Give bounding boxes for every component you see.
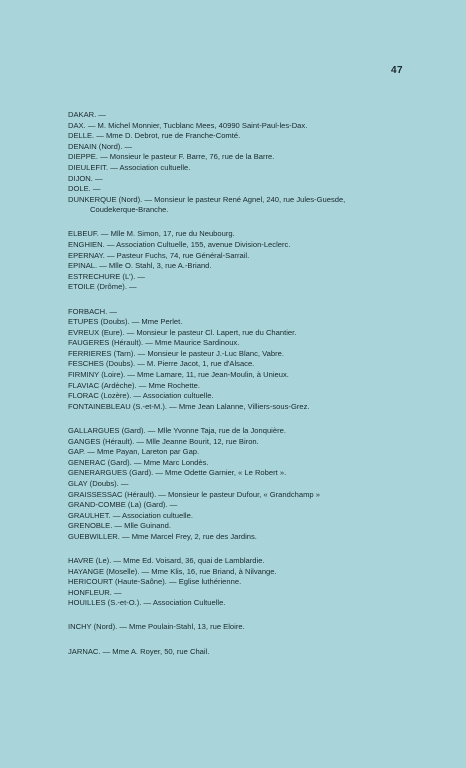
entry-text: FLORAC (Lozère). — Association cultuelle. bbox=[68, 391, 214, 401]
entry-text: FESCHES (Doubs). — M. Pierre Jacot, 1, rue d'Alsace. bbox=[68, 359, 255, 369]
entry-text: ESTRECHURE (L'). — bbox=[68, 271, 145, 281]
entry-text: ENGHIEN. — Association Cultuelle, 155, avenue Division-Leclerc. bbox=[68, 240, 291, 250]
entry-text: DAX. — M. Michel Monnier, Tucblanc Mees, 40990 Saint-Paul-les-Dax. bbox=[68, 120, 308, 130]
directory-entry bbox=[68, 521, 448, 532]
directory-entry bbox=[68, 647, 448, 658]
entry-text: GRAISSESSAC (Hérault). — Monsieur le pasteur Dufour, « Grandchamp » bbox=[68, 489, 320, 499]
entry-text: GRENOBLE. — Mlle Guinand. bbox=[68, 521, 171, 531]
entry-text: FAUGERES (Hérault). — Mme Maurice Sardinoux. bbox=[68, 338, 240, 348]
directory-entry bbox=[68, 195, 448, 216]
entry-text: DENAIN (Nord). — bbox=[68, 141, 133, 151]
directory-entry bbox=[68, 370, 448, 381]
directory-entry bbox=[68, 261, 448, 272]
directory-entry bbox=[68, 479, 448, 490]
directory-entry bbox=[68, 437, 448, 448]
entry-text: HERICOURT (Haute-Saône). — Eglise luthérienne. bbox=[68, 577, 242, 587]
entry-text: DELLE. — Mme D. Debrot, rue de Franche-Comté. bbox=[68, 131, 241, 141]
directory-entry bbox=[68, 121, 448, 132]
directory-entry bbox=[68, 468, 448, 479]
entry-text: ELBEUF. — Mlle M. Simon, 17, rue du Neubourg. bbox=[68, 229, 235, 239]
entry-text: HAVRE (Le). — Mme Ed. Voisard, 36, quai de Lamblardie. bbox=[68, 555, 265, 565]
entry-text: HONFLEUR. — bbox=[68, 587, 122, 597]
entry-text: DOLE. — bbox=[68, 184, 101, 194]
directory-entry bbox=[68, 251, 448, 262]
directory-entry bbox=[68, 328, 448, 339]
entry-text: GRAND-COMBE (La) (Gard). — bbox=[68, 500, 178, 510]
directory-entry bbox=[68, 142, 448, 153]
page-number: 47 bbox=[391, 65, 404, 76]
entry-text: EPERNAY. — Pasteur Fuchs, 74, rue Général-Sarrail. bbox=[68, 250, 250, 260]
directory-entry bbox=[68, 163, 448, 174]
letter-group bbox=[68, 426, 448, 543]
entry-text: DIJON. — bbox=[68, 173, 103, 183]
directory-entry bbox=[68, 184, 448, 195]
entry-text: FONTAINEBLEAU (S.-et-M.). — Mme Jean Lalanne, Villiers-sous-Grez. bbox=[68, 401, 310, 411]
entry-text: GAP. — Mme Payan, Lareton par Gap. bbox=[68, 447, 200, 457]
directory-entry bbox=[68, 282, 448, 293]
directory-entry bbox=[68, 588, 448, 599]
entry-text: GRAULHET. — Association cultuelle. bbox=[68, 510, 193, 520]
directory-entry bbox=[68, 500, 448, 511]
directory-entry bbox=[68, 447, 448, 458]
entry-continuation: Coudekerque-Branche. bbox=[90, 205, 169, 215]
entry-text: ETUPES (Doubs). — Mme Perlet. bbox=[68, 317, 183, 327]
entry-text: FLAVIAC (Ardèche). — Mme Rochette. bbox=[68, 380, 200, 390]
entry-text: EPINAL. — Mlle O. Stahl, 3, rue A.-Briand. bbox=[68, 261, 212, 271]
letter-group bbox=[68, 110, 448, 216]
directory-entry bbox=[68, 131, 448, 142]
entry-text: DIEULEFIT. — Association cultuelle. bbox=[68, 162, 191, 172]
entry-text: GUEBWILLER. — Mme Marcel Frey, 2, rue des Jardins. bbox=[68, 531, 257, 541]
directory-entry bbox=[68, 622, 448, 633]
entry-text: FERRIERES (Tarn). — Monsieur le pasteur J.-Luc Blanc, Vabre. bbox=[68, 348, 284, 358]
entry-text: FORBACH. — bbox=[68, 306, 117, 316]
directory-entry bbox=[68, 229, 448, 240]
directory-entry bbox=[68, 426, 448, 437]
directory-listing bbox=[68, 110, 448, 657]
directory-entry bbox=[68, 307, 448, 318]
directory-entry bbox=[68, 174, 448, 185]
letter-group bbox=[68, 229, 448, 293]
entry-text: INCHY (Nord). — Mme Poulain-Stahl, 13, rue Eloire. bbox=[68, 622, 245, 632]
directory-entry bbox=[68, 532, 448, 543]
entry-text: EVREUX (Eure). — Monsieur le pasteur Cl. Lapert, rue du Chantier. bbox=[68, 327, 297, 337]
entry-text: DUNKERQUE (Nord). — Monsieur le pasteur René Agnel, 240, rue Jules-Guesde, bbox=[68, 194, 346, 204]
directory-entry bbox=[68, 598, 448, 609]
directory-entry bbox=[68, 490, 448, 501]
entry-text: FIRMINY (Loire). — Mme Lamare, 11, rue Jean-Moulin, à Unieux. bbox=[68, 370, 289, 380]
directory-entry bbox=[68, 556, 448, 567]
directory-entry bbox=[68, 272, 448, 283]
entry-text: GALLARGUES (Gard). — Mlle Yvonne Taja, rue de la Jonquière. bbox=[68, 425, 286, 435]
entry-text: HAYANGE (Moselle). — Mme Klis, 16, rue Briand, à Nilvange. bbox=[68, 566, 277, 576]
entry-text: GLAY (Doubs). — bbox=[68, 478, 129, 488]
directory-entry bbox=[68, 349, 448, 360]
directory-entry bbox=[68, 359, 448, 370]
entry-text: JARNAC. — Mme A. Royer, 50, rue Chail. bbox=[68, 646, 210, 656]
directory-entry bbox=[68, 458, 448, 469]
entry-text: GENERAC (Gard). — Mme Marc Londès. bbox=[68, 457, 209, 467]
letter-group bbox=[68, 556, 448, 609]
directory-entry bbox=[68, 152, 448, 163]
letter-group bbox=[68, 647, 448, 658]
letter-group bbox=[68, 307, 448, 413]
directory-entry bbox=[68, 402, 448, 413]
entry-text: DAKAR. — bbox=[68, 110, 106, 119]
directory-entry bbox=[68, 391, 448, 402]
entry-text: GENERARGUES (Gard). — Mme Odette Garnier, « Le Robert ». bbox=[68, 468, 287, 478]
directory-entry bbox=[68, 317, 448, 328]
directory-entry bbox=[68, 110, 448, 121]
entry-text: ETOILE (Drôme). — bbox=[68, 282, 137, 292]
directory-entry bbox=[68, 381, 448, 392]
directory-entry bbox=[68, 567, 448, 578]
directory-entry bbox=[68, 577, 448, 588]
letter-group bbox=[68, 622, 448, 633]
entry-text: GANGES (Hérault). — Mlle Jeanne Bourit, 12, rue Biron. bbox=[68, 436, 259, 446]
directory-entry bbox=[68, 511, 448, 522]
directory-entry bbox=[68, 338, 448, 349]
entry-text: DIEPPE. — Monsieur le pasteur F. Barre, 76, rue de la Barre. bbox=[68, 152, 275, 162]
entry-text: HOUILLES (S.-et-O.). — Association Cultuelle. bbox=[68, 598, 226, 608]
directory-entry bbox=[68, 240, 448, 251]
